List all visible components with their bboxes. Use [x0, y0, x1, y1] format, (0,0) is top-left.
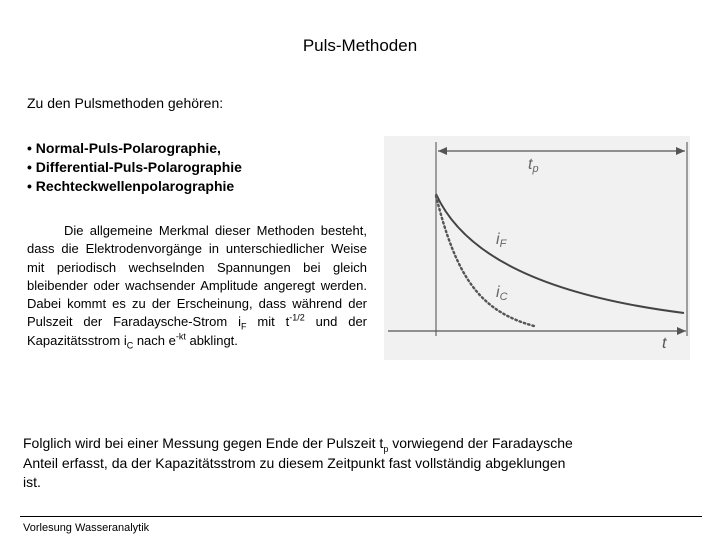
if-label-sub: F — [499, 238, 507, 250]
desc-text: abklingt. — [185, 332, 238, 348]
faradaic-current-curve — [436, 194, 684, 313]
conclusion-text: vorwiegend der Faradaysche Anteil erfasst, da der Kapazitätsstrom zu diesem Zeitpunkt fast vollständig abgeklungen ist. — [23, 435, 573, 490]
exponent-kt: -kt — [175, 331, 186, 342]
if-label-main: i — [496, 231, 500, 248]
tp-label-main: t — [528, 156, 533, 173]
footer-divider — [20, 516, 702, 517]
exponent-t: -1/2 — [289, 313, 305, 324]
list-item: • Rechteckwellenpolarographie — [27, 177, 242, 196]
desc-text: Die allgemeine Merkmal dieser Methoden besteht, dass die Elektrodenvorgänge in unterschiedlicher Weise mit periodisch wechselnden Spannungen bei gleich bleibender oder wachsender Amplitude angeregt werden. Dabei kommt es zu der Erscheinung, dass während der Pulszeit der Faradaysche-Strom i — [27, 223, 367, 330]
list-item: • Differential-Puls-Polarographie — [27, 158, 242, 177]
method-list — [27, 139, 242, 196]
list-item: • Normal-Puls-Polarographie, — [27, 139, 242, 158]
conclusion-text: Folglich wird bei einer Messung gegen Ende der Pulszeit t — [23, 435, 384, 451]
ic-label — [496, 284, 508, 303]
subscript-p: p — [383, 443, 389, 454]
desc-text: nach e — [133, 332, 176, 348]
footer-text: Vorlesung Wasseranalytik — [23, 522, 150, 534]
subscript-f: F — [241, 322, 247, 333]
intro-text: Zu den Pulsmethoden gehören: — [27, 95, 224, 111]
tp-label — [528, 156, 539, 175]
current-decay-figure — [384, 136, 690, 360]
page-title: Puls-Methoden — [302, 36, 418, 55]
description-paragraph — [27, 222, 367, 350]
capacitive-current-curve — [436, 196, 534, 326]
subscript-c: C — [126, 340, 134, 351]
ic-label-main: i — [496, 284, 500, 301]
if-label — [496, 231, 508, 250]
ic-label-sub: C — [499, 291, 508, 303]
time-axis-label: t — [662, 335, 667, 352]
tp-label-sub: p — [532, 163, 539, 175]
desc-text: und der Kapazitätsstrom i — [27, 314, 368, 348]
conclusion-paragraph — [23, 434, 583, 493]
desc-text: mit t — [246, 314, 290, 330]
